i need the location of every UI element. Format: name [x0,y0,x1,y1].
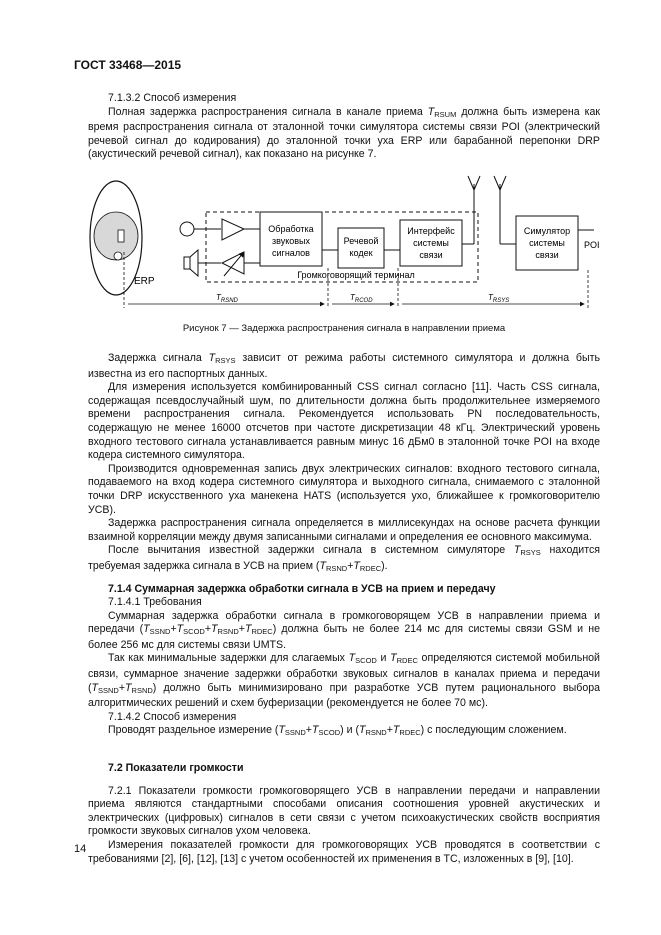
section-7132 [88,92,600,162]
paragraph: Так как минимальные задержки для слагаемых $T_{SCOD}$ и $T_{RDEC}$ определяются системой мобильной связи, суммарное значение задержки обработки звуковых сигналов в каналах приема и передачи $(T_{SSND}+T_{RSND})$ должно быть минимизировано при разработке УСВ путем рационального выбора алгоритмических решений и схем буферизации (рекомендуется не более 70 мс). [88,652,600,710]
section-heading: 7.2 Показатели громкости [108,762,244,775]
svg-text:системы: системы [413,238,449,248]
delay-rsnd-label: $T_{RSND}$ [216,293,238,304]
svg-text:Обработка: Обработка [268,224,314,234]
paragraph: Задержка сигнала $T_{RSYS}$ зависит от режима работы системного симулятора и должна быть известна из его паспортных данных. [88,352,600,380]
amplifier-icon [222,219,244,240]
svg-text:системы: системы [529,238,565,248]
loudspeaker-icon [184,250,198,276]
body-text [88,352,600,866]
figure-7 [88,172,600,318]
section-heading: 7.1.4 Суммарная задержка обработки сигнала в УСВ на прием и передачу [108,582,496,595]
page-number: 14 [74,843,87,855]
svg-text:звуковых: звуковых [271,236,311,246]
subsection-title: 7.1.3.2 Способ измерения [108,92,237,104]
paragraph: Проводят раздельное измерение $(T_{SSND}+T_{SCOD})$ и $(T_{RSND}+T_{RDEC})$ с последующим сложением. [108,724,567,738]
svg-text:Интерфейс: Интерфейс [407,226,455,236]
doc-header: ГОСТ 33468—2015 [74,58,182,72]
antenna-icon [494,176,516,244]
paragraph: Суммарная задержка обработки сигнала в громкоговорящем УСВ в направлении приема и передачи $(T_{SSND}+T_{SCOD}+T_{RSND}+T_{RDEC})$ должна быть не более 214 мс для системы связи GSM и не более 256 мс для системы связи UMTS. [88,609,600,651]
svg-text:сигналов: сигналов [272,248,310,258]
paragraph: 7.2.1 Показатели громкости громкоговорящего УСВ в направлении передачи и направлении приема являются стандартными способами описания соотношения уровней акустических и электрических (цифровых) сигналов в сети связи с учетом психоакустических свойств восприятия громкости звуковых сигналов ухом человека. [88,784,600,838]
paragraph: Полная задержка распространения сигнала в канале приема $T_{RSUM}$ должна быть измерена как время распространения сигнала от эталонной точки симулятора системы связи POI (электрический речевой сигнал до кодирования) до эталонной точки уха ERP или барабанной перепонки DRP (акустический речевой сигнал), как показано на рисунке 7. [88,105,600,161]
subsection-title: 7.1.4.2 Способ измерения [108,710,237,723]
subsection-title: 7.1.4.1 Требования [108,596,202,609]
svg-text:Симулятор: Симулятор [523,226,571,236]
paragraph: Задержка распространения сигнала определяется в миллисекундах на основе расчета функции взаимной корреляции между двумя записанными сигналами и определения ее основного максимума. [88,517,600,543]
figure-caption: Рисунок 7 — Задержка распространения сигнала в направлении приема [182,323,506,334]
delay-rcod-label: $T_{RCOD}$ [350,293,373,304]
svg-text:связи: связи [535,250,559,260]
svg-text:кодек: кодек [349,248,373,258]
paragraph: Производится одновременная запись двух электрических сигналов: входного тестового сигнала, подаваемого на вход кодера системного симулятора и выходного сигнала, снимаемого с эталонной точки DRP искусственного уха манекена HATS (используется ухо, ближайшее к громкоговорителю УСВ). [88,462,600,516]
erp-label: ERP [134,276,155,287]
paragraph: После вычитания известной задержки сигнала в системном симуляторе $T_{RSYS}$ находится требуемая задержка сигнала в УСВ на прием $(T_{RSND}+T_{RDEC})$. [88,544,600,573]
svg-text:Речевой: Речевой [343,236,379,246]
svg-text:связи: связи [419,250,443,260]
diagram [88,172,600,318]
delay-rsys-label: $T_{RSYS}$ [488,293,510,304]
paragraph: Измерения показателей громкости для громкоговорящих УСВ проводятся в соответствии с требованиями [2], [6], [12], [13] с учетом особенностей их применения в ТС, изложенных в [9], [10]. [88,839,600,865]
microphone-icon [180,222,194,236]
paragraph: Для измерения используется комбинированный CSS сигнал согласно [11]. Часть CSS сигнала, содержащая псевдослучайный шум, по длительности должна быть продолжительнее измеряемого времени распространения сигнала. Рекомендуется использовать PN последовательность, содержащую не менее 16000 отсчетов при частоте дискретизации 48 кГц. Электрический уровень входного тестового сигнала устанавливается равным минус 16 дБм0 в эталонной точке POI на входе кодера системного симулятора. [88,381,600,462]
antenna-icon [462,176,480,244]
poi-label: POI [584,240,600,250]
terminal-label: Громкоговорящий терминал [297,270,415,280]
